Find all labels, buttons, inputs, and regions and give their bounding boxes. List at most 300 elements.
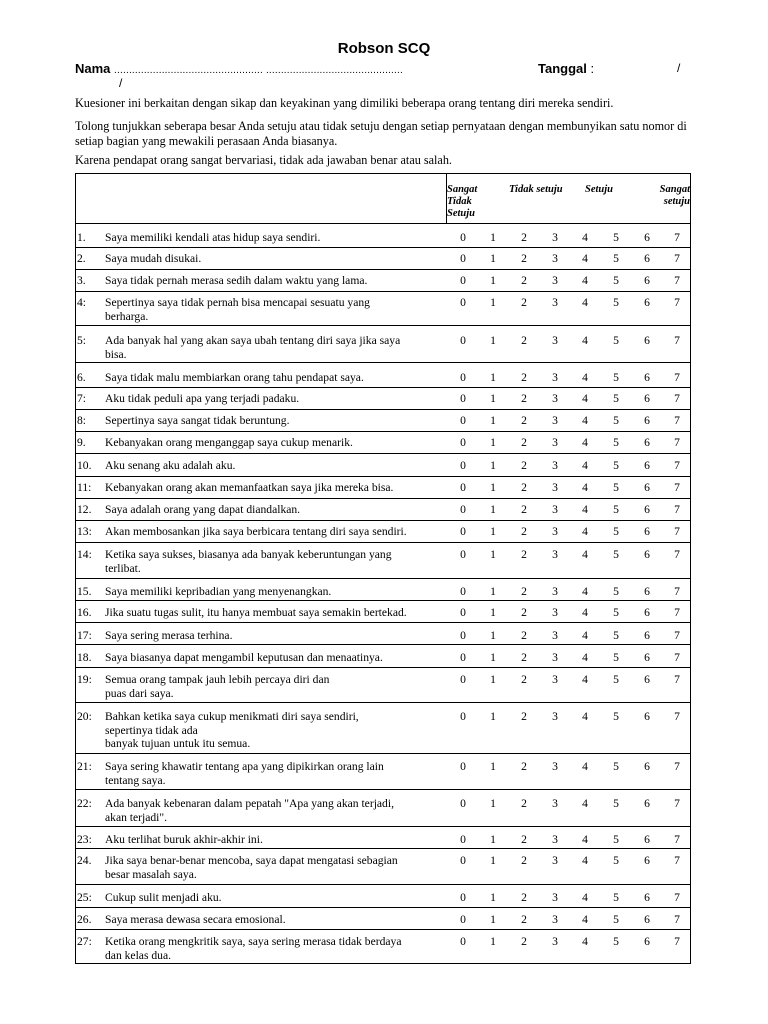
score-option-4[interactable]: 4 (582, 525, 588, 538)
score-option-6[interactable]: 6 (644, 673, 650, 686)
score-option-2[interactable]: 2 (521, 606, 527, 619)
item-statement: Aku tidak peduli apa yang terjadi padaku. (105, 392, 300, 405)
score-option-0[interactable]: 0 (460, 891, 466, 904)
score-option-1[interactable]: 1 (490, 414, 496, 427)
score-option-2[interactable]: 2 (521, 252, 527, 265)
name-dots: .................................................. .............................................. (114, 65, 403, 76)
item-number: 15. (77, 585, 92, 598)
score-option-2[interactable]: 2 (521, 525, 527, 538)
score-option-1[interactable]: 1 (490, 760, 496, 773)
date-field[interactable] (538, 61, 594, 76)
item-statement: Bahkan ketika saya cukup menikmati diri saya sendiri, sepertinya tidak ada banyak tujuan untuk itu semua. (105, 710, 359, 750)
row-separator (76, 884, 690, 885)
item-statement: Saya tidak pernah merasa sedih dalam waktu yang lama. (105, 274, 368, 287)
score-option-4[interactable]: 4 (582, 673, 588, 686)
score-option-6[interactable]: 6 (644, 296, 650, 309)
date-slash-2: / (119, 76, 123, 90)
score-option-3[interactable]: 3 (552, 854, 558, 867)
score-option-0[interactable]: 0 (460, 710, 466, 723)
score-option-0[interactable]: 0 (460, 935, 466, 948)
score-option-4[interactable]: 4 (582, 371, 588, 384)
score-option-6[interactable]: 6 (644, 854, 650, 867)
row-separator (76, 667, 690, 668)
score-option-4[interactable]: 4 (582, 710, 588, 723)
score-option-0[interactable]: 0 (460, 854, 466, 867)
score-option-5[interactable]: 5 (613, 459, 619, 472)
score-option-7[interactable]: 7 (674, 585, 680, 598)
row-separator (76, 431, 690, 432)
score-option-7[interactable]: 7 (674, 760, 680, 773)
score-option-3[interactable]: 3 (552, 606, 558, 619)
score-option-0[interactable]: 0 (460, 503, 466, 516)
score-option-3[interactable]: 3 (552, 371, 558, 384)
score-option-4[interactable]: 4 (582, 797, 588, 810)
row-separator (76, 476, 690, 477)
scale-header-disagree: Tidak setuju (509, 184, 563, 195)
score-option-0[interactable]: 0 (460, 459, 466, 472)
score-option-6[interactable]: 6 (644, 760, 650, 773)
item-number: 17: (77, 629, 92, 642)
score-option-7[interactable]: 7 (674, 548, 680, 561)
score-option-4[interactable]: 4 (582, 606, 588, 619)
item-statement: Cukup sulit menjadi aku. (105, 891, 222, 904)
score-option-1[interactable]: 1 (490, 585, 496, 598)
score-option-5[interactable]: 5 (613, 371, 619, 384)
score-option-3[interactable]: 3 (552, 252, 558, 265)
score-option-3[interactable]: 3 (552, 935, 558, 948)
score-option-0[interactable]: 0 (460, 371, 466, 384)
name-field[interactable] (75, 61, 403, 76)
item-number: 21: (77, 760, 92, 773)
score-option-6[interactable]: 6 (644, 371, 650, 384)
row-separator (76, 453, 690, 454)
score-option-6[interactable]: 6 (644, 274, 650, 287)
score-option-7[interactable]: 7 (674, 414, 680, 427)
score-option-4[interactable]: 4 (582, 629, 588, 642)
intro-paragraph-2: Tolong tunjukkan seberapa besar Anda setuju atau tidak setuju dengan setiap pernyataan dengan membunyikan satu nomor di setiap bagian yang mewakili perasaan Anda biasanya. (75, 119, 687, 148)
score-option-5[interactable]: 5 (613, 854, 619, 867)
score-option-4[interactable]: 4 (582, 651, 588, 664)
score-option-7[interactable]: 7 (674, 673, 680, 686)
score-option-3[interactable]: 3 (552, 833, 558, 846)
score-option-1[interactable]: 1 (490, 854, 496, 867)
row-separator (76, 753, 690, 754)
score-option-3[interactable]: 3 (552, 585, 558, 598)
score-option-4[interactable]: 4 (582, 334, 588, 347)
score-option-2[interactable]: 2 (521, 935, 527, 948)
score-option-0[interactable]: 0 (460, 913, 466, 926)
score-option-4[interactable]: 4 (582, 414, 588, 427)
score-option-1[interactable]: 1 (490, 481, 496, 494)
score-option-4[interactable]: 4 (582, 891, 588, 904)
item-statement: Ada banyak hal yang akan saya ubah tentang diri saya jika saya bisa. (105, 334, 401, 361)
score-option-5[interactable]: 5 (613, 913, 619, 926)
score-option-5[interactable]: 5 (613, 296, 619, 309)
score-option-6[interactable]: 6 (644, 436, 650, 449)
item-statement: Jika suatu tugas sulit, itu hanya membuat saya semakin bertekad. (105, 606, 407, 619)
score-option-7[interactable]: 7 (674, 231, 680, 244)
score-option-2[interactable]: 2 (521, 854, 527, 867)
score-option-1[interactable]: 1 (490, 252, 496, 265)
score-option-3[interactable]: 3 (552, 459, 558, 472)
score-option-7[interactable]: 7 (674, 334, 680, 347)
score-option-3[interactable]: 3 (552, 913, 558, 926)
score-option-7[interactable]: 7 (674, 629, 680, 642)
score-option-5[interactable]: 5 (613, 651, 619, 664)
score-option-1[interactable]: 1 (490, 503, 496, 516)
score-option-0[interactable]: 0 (460, 481, 466, 494)
score-option-4[interactable]: 4 (582, 231, 588, 244)
date-colon: : (590, 61, 595, 76)
score-option-4[interactable]: 4 (582, 585, 588, 598)
score-option-5[interactable]: 5 (613, 760, 619, 773)
item-number: 10. (77, 459, 92, 472)
score-option-4[interactable]: 4 (582, 833, 588, 846)
item-number: 4: (77, 296, 87, 309)
item-statement: Saya adalah orang yang dapat diandalkan. (105, 503, 301, 516)
score-option-3[interactable]: 3 (552, 548, 558, 561)
score-option-6[interactable]: 6 (644, 548, 650, 561)
score-option-6[interactable]: 6 (644, 334, 650, 347)
item-statement: Saya memiliki kendali atas hidup saya sendiri. (105, 231, 321, 244)
score-option-7[interactable]: 7 (674, 891, 680, 904)
score-option-6[interactable]: 6 (644, 459, 650, 472)
score-option-0[interactable]: 0 (460, 760, 466, 773)
score-option-4[interactable]: 4 (582, 459, 588, 472)
row-separator (76, 600, 690, 601)
row-separator (76, 325, 690, 326)
score-option-3[interactable]: 3 (552, 334, 558, 347)
scale-header-agree: Setuju (585, 184, 614, 195)
score-option-1[interactable]: 1 (490, 673, 496, 686)
score-option-6[interactable]: 6 (644, 710, 650, 723)
score-option-6[interactable]: 6 (644, 797, 650, 810)
score-option-4[interactable]: 4 (582, 854, 588, 867)
item-number: 20: (77, 710, 92, 723)
score-option-6[interactable]: 6 (644, 252, 650, 265)
score-option-1[interactable]: 1 (490, 296, 496, 309)
score-option-2[interactable]: 2 (521, 797, 527, 810)
score-option-7[interactable]: 7 (674, 436, 680, 449)
score-option-1[interactable]: 1 (490, 606, 496, 619)
score-option-0[interactable]: 0 (460, 231, 466, 244)
score-option-4[interactable]: 4 (582, 913, 588, 926)
score-option-1[interactable]: 1 (490, 935, 496, 948)
score-option-1[interactable]: 1 (490, 334, 496, 347)
score-option-5[interactable]: 5 (613, 710, 619, 723)
item-number: 8: (77, 414, 87, 427)
score-option-7[interactable]: 7 (674, 459, 680, 472)
score-option-6[interactable]: 6 (644, 231, 650, 244)
document-title: Robson SCQ (337, 40, 431, 57)
score-option-3[interactable]: 3 (552, 710, 558, 723)
row-separator (76, 826, 690, 827)
score-option-7[interactable]: 7 (674, 274, 680, 287)
score-option-3[interactable]: 3 (552, 673, 558, 686)
score-option-1[interactable]: 1 (490, 797, 496, 810)
item-statement: Semua orang tampak jauh lebih percaya diri dan puas dari saya. (105, 673, 330, 700)
score-option-6[interactable]: 6 (644, 503, 650, 516)
score-option-6[interactable]: 6 (644, 585, 650, 598)
row-separator (76, 848, 690, 849)
score-option-7[interactable]: 7 (674, 296, 680, 309)
intro-paragraph-3: Karena pendapat orang sangat bervariasi, tidak ada jawaban benar atau salah. (75, 153, 452, 167)
score-option-3[interactable]: 3 (552, 392, 558, 405)
score-option-1[interactable]: 1 (490, 629, 496, 642)
score-option-1[interactable]: 1 (490, 891, 496, 904)
item-number: 27: (77, 935, 92, 948)
score-option-4[interactable]: 4 (582, 252, 588, 265)
item-number: 6. (77, 371, 86, 384)
score-option-0[interactable]: 0 (460, 274, 466, 287)
score-option-0[interactable]: 0 (460, 334, 466, 347)
score-option-4[interactable]: 4 (582, 548, 588, 561)
score-option-2[interactable]: 2 (521, 436, 527, 449)
row-separator (76, 520, 690, 521)
row-separator (76, 644, 690, 645)
score-option-2[interactable]: 2 (521, 891, 527, 904)
item-number: 11: (77, 481, 92, 494)
score-option-0[interactable]: 0 (460, 548, 466, 561)
score-option-2[interactable]: 2 (521, 481, 527, 494)
score-option-3[interactable]: 3 (552, 481, 558, 494)
row-separator (76, 907, 690, 908)
score-option-7[interactable]: 7 (674, 392, 680, 405)
score-option-2[interactable]: 2 (521, 710, 527, 723)
score-option-0[interactable]: 0 (460, 525, 466, 538)
score-option-5[interactable]: 5 (613, 935, 619, 948)
score-option-7[interactable]: 7 (674, 503, 680, 516)
item-number: 18. (77, 651, 92, 664)
score-option-2[interactable]: 2 (521, 334, 527, 347)
score-option-7[interactable]: 7 (674, 854, 680, 867)
scale-header-strongly-agree: Sangat setuju (659, 184, 690, 207)
score-option-7[interactable]: 7 (674, 525, 680, 538)
score-option-3[interactable]: 3 (552, 629, 558, 642)
item-number: 26. (77, 913, 92, 926)
item-number: 9. (77, 436, 86, 449)
score-option-5[interactable]: 5 (613, 392, 619, 405)
score-option-0[interactable]: 0 (460, 651, 466, 664)
date-label: Tanggal (538, 61, 587, 76)
score-option-1[interactable]: 1 (490, 436, 496, 449)
score-option-0[interactable]: 0 (460, 296, 466, 309)
item-statement: Akan membosankan jika saya berbicara tentang diri saya sendiri. (105, 525, 407, 538)
questionnaire-table (75, 173, 691, 964)
score-option-6[interactable]: 6 (644, 629, 650, 642)
score-option-5[interactable]: 5 (613, 414, 619, 427)
item-number: 24. (77, 854, 92, 867)
item-statement: Saya tidak malu membiarkan orang tahu pendapat saya. (105, 371, 364, 384)
score-option-1[interactable]: 1 (490, 392, 496, 405)
score-option-0[interactable]: 0 (460, 833, 466, 846)
score-option-7[interactable]: 7 (674, 371, 680, 384)
score-option-3[interactable]: 3 (552, 651, 558, 664)
score-option-2[interactable]: 2 (521, 833, 527, 846)
score-option-6[interactable]: 6 (644, 891, 650, 904)
score-option-6[interactable]: 6 (644, 392, 650, 405)
score-option-5[interactable]: 5 (613, 436, 619, 449)
score-option-3[interactable]: 3 (552, 525, 558, 538)
score-option-3[interactable]: 3 (552, 760, 558, 773)
score-option-0[interactable]: 0 (460, 414, 466, 427)
score-option-7[interactable]: 7 (674, 913, 680, 926)
row-separator (76, 409, 690, 410)
score-option-1[interactable]: 1 (490, 274, 496, 287)
score-option-0[interactable]: 0 (460, 606, 466, 619)
score-option-4[interactable]: 4 (582, 760, 588, 773)
item-statement: Ketika saya sukses, biasanya ada banyak keberuntungan yang terlibat. (105, 548, 392, 575)
score-option-2[interactable]: 2 (521, 760, 527, 773)
score-option-1[interactable]: 1 (490, 833, 496, 846)
score-option-7[interactable]: 7 (674, 606, 680, 619)
score-option-2[interactable]: 2 (521, 651, 527, 664)
score-option-7[interactable]: 7 (674, 710, 680, 723)
score-option-5[interactable]: 5 (613, 231, 619, 244)
score-option-3[interactable]: 3 (552, 797, 558, 810)
score-option-0[interactable]: 0 (460, 797, 466, 810)
score-option-3[interactable]: 3 (552, 296, 558, 309)
score-option-2[interactable]: 2 (521, 673, 527, 686)
score-option-6[interactable]: 6 (644, 606, 650, 619)
item-statement: Jika saya benar-benar mencoba, saya dapat mengatasi sebagian besar masalah saya. (105, 854, 398, 881)
item-statement: Aku terlihat buruk akhir-akhir ini. (105, 833, 263, 846)
score-option-0[interactable]: 0 (460, 629, 466, 642)
score-option-1[interactable]: 1 (490, 710, 496, 723)
item-statement: Saya sering merasa terhina. (105, 629, 233, 642)
score-option-6[interactable]: 6 (644, 913, 650, 926)
score-option-6[interactable]: 6 (644, 935, 650, 948)
row-separator (76, 622, 690, 623)
score-option-2[interactable]: 2 (521, 296, 527, 309)
header-bottom-line (76, 223, 690, 224)
score-option-2[interactable]: 2 (521, 503, 527, 516)
score-option-5[interactable]: 5 (613, 673, 619, 686)
score-option-3[interactable]: 3 (552, 436, 558, 449)
score-option-4[interactable]: 4 (582, 503, 588, 516)
score-option-1[interactable]: 1 (490, 525, 496, 538)
score-option-1[interactable]: 1 (490, 651, 496, 664)
item-statement: Saya biasanya dapat mengambil keputusan dan menaatinya. (105, 651, 383, 664)
score-option-0[interactable]: 0 (460, 436, 466, 449)
score-option-7[interactable]: 7 (674, 252, 680, 265)
score-option-5[interactable]: 5 (613, 481, 619, 494)
item-number: 2. (77, 252, 86, 265)
score-option-4[interactable]: 4 (582, 436, 588, 449)
score-option-5[interactable]: 5 (613, 797, 619, 810)
score-option-4[interactable]: 4 (582, 274, 588, 287)
score-option-3[interactable]: 3 (552, 231, 558, 244)
score-option-6[interactable]: 6 (644, 833, 650, 846)
score-option-7[interactable]: 7 (674, 833, 680, 846)
score-option-5[interactable]: 5 (613, 606, 619, 619)
item-statement: Kebanyakan orang menganggap saya cukup menarik. (105, 436, 353, 449)
score-option-1[interactable]: 1 (490, 548, 496, 561)
item-statement: Saya merasa dewasa secara emosional. (105, 913, 286, 926)
score-option-1[interactable]: 1 (490, 913, 496, 926)
score-option-2[interactable]: 2 (521, 629, 527, 642)
score-option-2[interactable]: 2 (521, 371, 527, 384)
score-option-6[interactable]: 6 (644, 414, 650, 427)
item-statement: Aku senang aku adalah aku. (105, 459, 236, 472)
date-slash-1: / (677, 61, 681, 75)
item-number: 5: (77, 334, 87, 347)
item-statement: Sepertinya saya sangat tidak beruntung. (105, 414, 290, 427)
score-option-4[interactable]: 4 (582, 481, 588, 494)
item-number: 19: (77, 673, 92, 686)
score-option-4[interactable]: 4 (582, 935, 588, 948)
score-option-4[interactable]: 4 (582, 296, 588, 309)
score-option-1[interactable]: 1 (490, 371, 496, 384)
score-option-3[interactable]: 3 (552, 503, 558, 516)
score-option-6[interactable]: 6 (644, 525, 650, 538)
score-option-5[interactable]: 5 (613, 891, 619, 904)
score-option-5[interactable]: 5 (613, 503, 619, 516)
item-number: 14: (77, 548, 92, 561)
item-statement: Ada banyak kebenaran dalam pepatah "Apa yang akan terjadi, akan terjadi". (105, 797, 394, 824)
score-option-2[interactable]: 2 (521, 231, 527, 244)
score-option-0[interactable]: 0 (460, 673, 466, 686)
score-option-2[interactable]: 2 (521, 585, 527, 598)
row-separator (76, 387, 690, 388)
score-option-7[interactable]: 7 (674, 935, 680, 948)
score-option-0[interactable]: 0 (460, 392, 466, 405)
name-label: Nama (75, 61, 111, 76)
row-separator (76, 789, 690, 790)
item-number: 25: (77, 891, 92, 904)
row-separator (76, 578, 690, 579)
score-option-5[interactable]: 5 (613, 585, 619, 598)
score-option-5[interactable]: 5 (613, 525, 619, 538)
row-separator (76, 542, 690, 543)
score-option-2[interactable]: 2 (521, 459, 527, 472)
score-option-2[interactable]: 2 (521, 392, 527, 405)
score-option-5[interactable]: 5 (613, 629, 619, 642)
item-statement: Saya sering khawatir tentang apa yang dipikirkan orang lain tentang saya. (105, 760, 384, 787)
score-option-6[interactable]: 6 (644, 481, 650, 494)
score-option-7[interactable]: 7 (674, 481, 680, 494)
score-option-5[interactable]: 5 (613, 252, 619, 265)
score-option-1[interactable]: 1 (490, 231, 496, 244)
score-option-2[interactable]: 2 (521, 913, 527, 926)
score-option-3[interactable]: 3 (552, 891, 558, 904)
row-separator (76, 291, 690, 292)
score-option-5[interactable]: 5 (613, 274, 619, 287)
score-option-5[interactable]: 5 (613, 548, 619, 561)
item-statement: Saya memiliki kepribadian yang menyenangkan. (105, 585, 332, 598)
score-option-2[interactable]: 2 (521, 274, 527, 287)
score-option-3[interactable]: 3 (552, 414, 558, 427)
score-option-0[interactable]: 0 (460, 252, 466, 265)
intro-paragraph-1: Kuesioner ini berkaitan dengan sikap dan keyakinan yang dimiliki beberapa orang tentang diri mereka sendiri. (75, 96, 614, 110)
score-option-2[interactable]: 2 (521, 414, 527, 427)
score-option-5[interactable]: 5 (613, 833, 619, 846)
score-option-3[interactable]: 3 (552, 274, 558, 287)
score-option-4[interactable]: 4 (582, 392, 588, 405)
score-option-5[interactable]: 5 (613, 334, 619, 347)
score-option-6[interactable]: 6 (644, 651, 650, 664)
score-option-2[interactable]: 2 (521, 548, 527, 561)
item-statement: Sepertinya saya tidak pernah bisa mencapai sesuatu yang berharga. (105, 296, 370, 323)
item-statement: Saya mudah disukai. (105, 252, 202, 265)
scale-header-strongly-disagree: Sangat Tidak Setuju (447, 184, 478, 219)
score-option-1[interactable]: 1 (490, 459, 496, 472)
score-option-7[interactable]: 7 (674, 651, 680, 664)
item-number: 22: (77, 797, 92, 810)
score-option-7[interactable]: 7 (674, 797, 680, 810)
score-option-0[interactable]: 0 (460, 585, 466, 598)
row-separator (76, 247, 690, 248)
